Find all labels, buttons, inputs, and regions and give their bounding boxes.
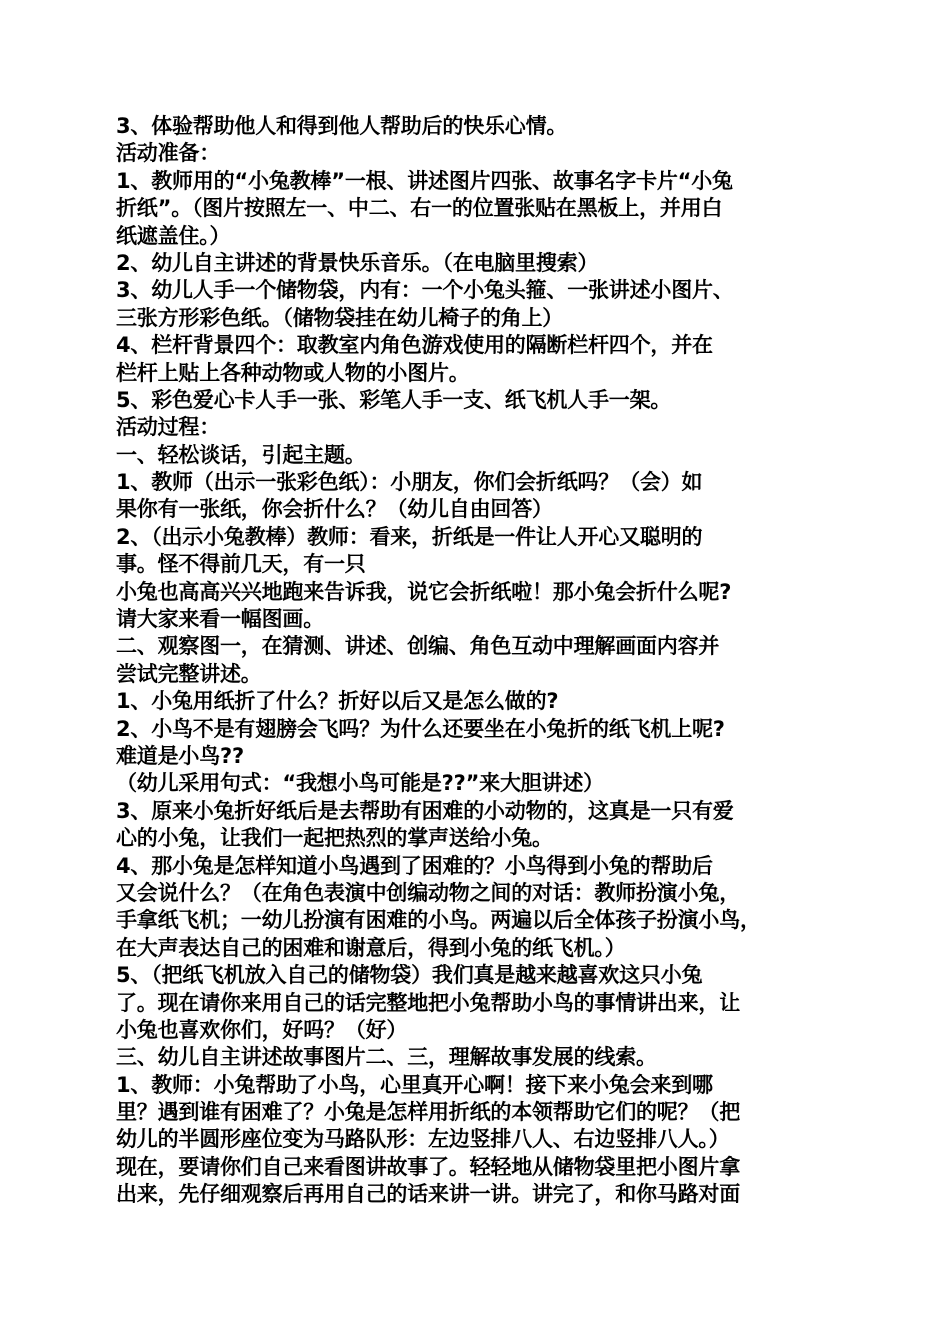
text-line: 3、原来小兔折好纸后是去帮助有困难的小动物的，这真是一只有爱 xyxy=(116,798,734,823)
text-line: 1、小兔用纸折了什么？折好以后又是怎么做的? xyxy=(116,689,559,714)
text-line: 2、小鸟不是有翅膀会飞吗？为什么还要坐在小兔折的纸飞机上呢? xyxy=(116,716,725,741)
text-line: 二、观察图一，在猜测、讲述、创编、角色互动中理解画面内容并 xyxy=(116,634,720,659)
text-line: 活动准备： xyxy=(116,141,220,166)
document-body xyxy=(116,113,846,1209)
text-line: 1、教师用的“小兔教棒”一根、讲述图片四张、故事名字卡片“小兔 xyxy=(116,168,733,193)
text-line: 5、彩色爱心卡人手一张、彩笔人手一支、纸飞机人手一架。 xyxy=(116,387,672,412)
text-line: 事。怪不得前几天，有一只 xyxy=(116,552,366,577)
text-line: 2、（出示小兔教棒）教师：看来，折纸是一件让人开心又聪明的 xyxy=(116,524,703,549)
text-line: 手拿纸飞机；一幼儿扮演有困难的小鸟。两遍以后全体孩子扮演小鸟， xyxy=(116,908,761,933)
text-line: 三、幼儿自主讲述故事图片二、三，理解故事发展的线索。 xyxy=(116,1045,657,1070)
text-line: 4、那小兔是怎样知道小鸟遇到了困难的？小鸟得到小兔的帮助后 xyxy=(116,853,713,878)
text-line: 里？遇到谁有困难了？小兔是怎样用折纸的本领帮助它们的呢？（把 xyxy=(116,1100,740,1125)
text-line: 活动过程： xyxy=(116,415,220,440)
text-line: 4、栏杆背景四个：取教室内角色游戏使用的隔断栏杆四个，并在 xyxy=(116,333,713,358)
text-line: 了。现在请你来用自己的话完整地把小兔帮助小鸟的事情讲出来，让 xyxy=(116,990,740,1015)
text-line: 在大声表达自己的困难和谢意后，得到小兔的纸飞机。） xyxy=(116,935,626,960)
text-line: 一、轻松谈话，引起主题。 xyxy=(116,442,366,467)
text-line: 2、幼儿自主讲述的背景快乐音乐。（在电脑里搜索） xyxy=(116,250,599,275)
text-line: 幼儿的半圆形座位变为马路队形：左边竖排八人、右边竖排八人。） xyxy=(116,1127,730,1152)
text-line: 栏杆上贴上各种动物或人物的小图片。 xyxy=(116,360,470,385)
text-line: 果你有一张纸，你会折什么？（幼儿自由回答） xyxy=(116,497,553,522)
text-line: 1、教师（出示一张彩色纸）：小朋友，你们会折纸吗？（会）如 xyxy=(116,470,703,495)
text-line: 请大家来看一幅图画。 xyxy=(116,607,324,632)
text-line: 又会说什么？（在角色表演中创编动物之间的对话：教师扮演小兔， xyxy=(116,880,740,905)
text-line: 1、教师：小兔帮助了小鸟，心里真开心啊！接下来小兔会来到哪 xyxy=(116,1072,713,1097)
text-line: 尝试完整讲述。 xyxy=(116,661,262,686)
text-line: 三张方形彩色纸。（储物袋挂在幼儿椅子的角上） xyxy=(116,305,564,330)
text-line: 3、幼儿人手一个储物袋，内有：一个小兔头箍、一张讲述小图片、 xyxy=(116,278,734,303)
text-line: （幼儿采用句式：“我想小鸟可能是??”来大胆讲述） xyxy=(116,771,604,796)
text-line: 出来，先仔细观察后再用自己的话来讲一讲。讲完了，和你马路对面 xyxy=(116,1182,740,1207)
text-line: 难道是小鸟?? xyxy=(116,743,244,768)
text-line: 3、体验帮助他人和得到他人帮助后的快乐心情。 xyxy=(116,114,568,138)
text-line: 纸遮盖住。） xyxy=(116,223,231,248)
text-line: 现在，要请你们自己来看图讲故事了。轻轻地从储物袋里把小图片拿 xyxy=(116,1154,740,1179)
text-line: 心的小兔，让我们一起把热烈的掌声送给小兔。 xyxy=(116,826,553,851)
text-line: 小兔也喜欢你们，好吗？（好） xyxy=(116,1017,408,1042)
text-line: 5、（把纸飞机放入自己的储物袋）我们真是越来越喜欢这只小兔 xyxy=(116,963,703,988)
text-line: 小兔也高高兴兴地跑来告诉我，说它会折纸啦！那小兔会折什么呢? xyxy=(116,579,732,604)
text-line: 折纸”。（图片按照左一、中二、右一的位置张贴在黑板上，并用白 xyxy=(116,196,723,221)
